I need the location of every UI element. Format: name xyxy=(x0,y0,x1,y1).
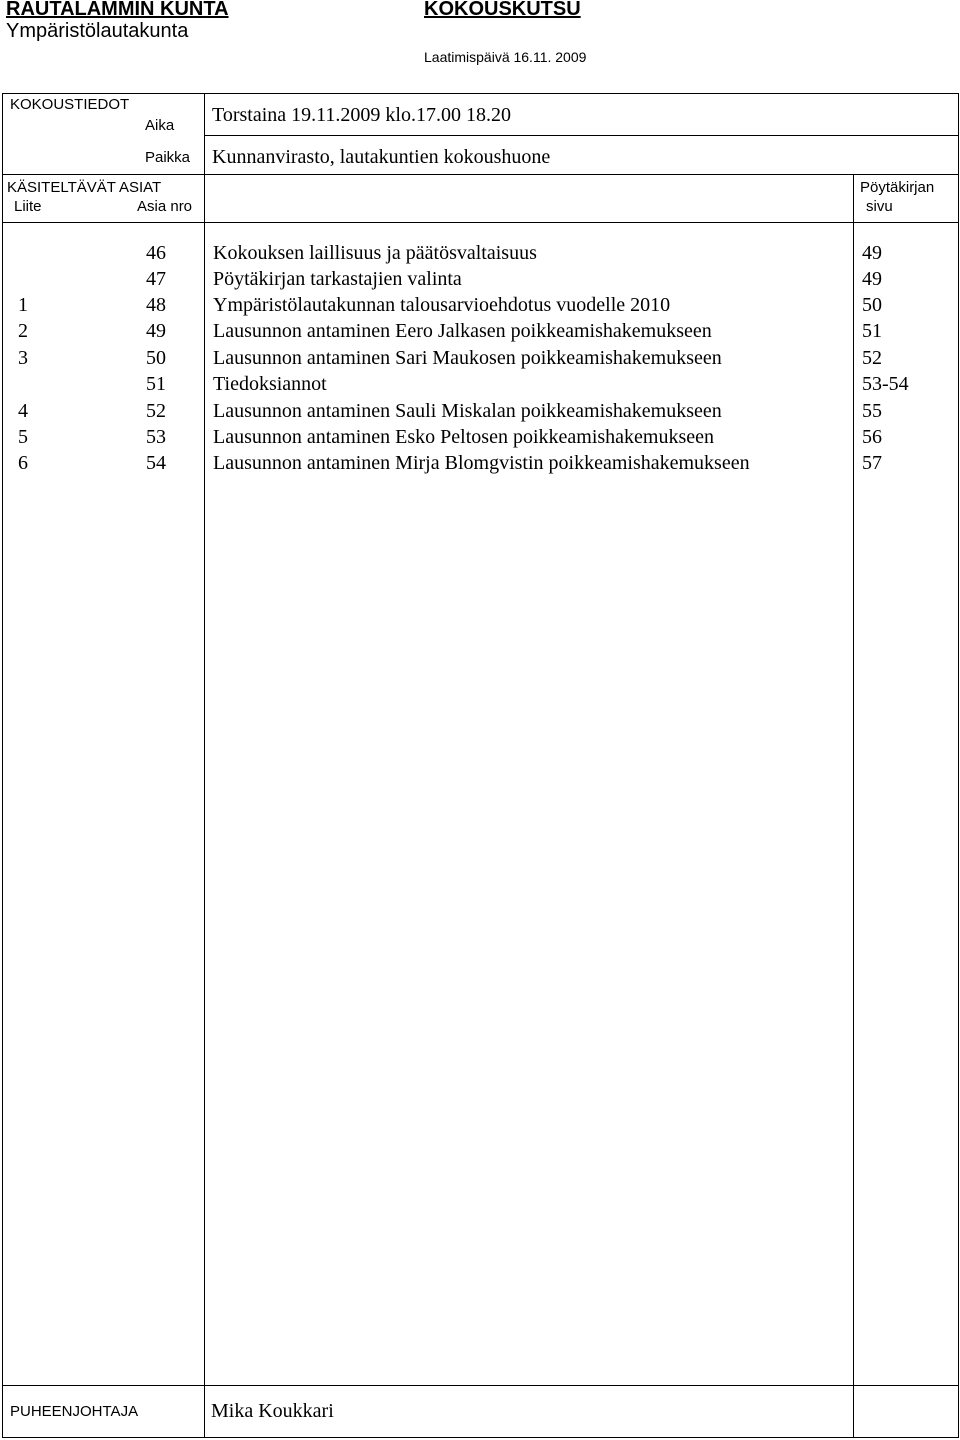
item-page: 57 xyxy=(862,452,882,474)
item-number: 54 xyxy=(146,452,166,474)
item-title: Pöytäkirjan tarkastajien valinta xyxy=(213,268,462,290)
preparation-date: Laatimispäivä 16.11. 2009 xyxy=(424,49,587,65)
item-title: Lausunnon antaminen Esko Peltosen poikkeamishakemukseen xyxy=(213,426,715,448)
row-divider-meta xyxy=(2,174,959,175)
item-attachment: 1 xyxy=(18,294,28,316)
chairperson-label: PUHEENJOHTAJA xyxy=(10,1403,139,1420)
item-number: 51 xyxy=(146,373,166,395)
item-title: Ympäristölautakunnan talousarvioehdotus vuodelle 2010 xyxy=(213,294,671,316)
item-page: 56 xyxy=(862,426,882,448)
item-title: Lausunnon antaminen Mirja Blomgvistin poikkeamishakemukseen xyxy=(213,452,750,474)
item-number: 46 xyxy=(146,242,166,264)
row-divider-aika xyxy=(204,135,959,136)
chairperson-name: Mika Koukkari xyxy=(211,1400,334,1422)
table-border-top xyxy=(2,93,959,94)
agenda-item xyxy=(0,294,960,320)
agenda-item xyxy=(0,373,960,399)
item-number: 49 xyxy=(146,320,166,342)
page-column-label: Pöytäkirjan xyxy=(860,179,935,196)
place-label: Paikka xyxy=(145,149,191,166)
item-page: 49 xyxy=(862,242,882,264)
item-number: 52 xyxy=(146,400,166,422)
item-title: Tiedoksiannot xyxy=(213,373,327,395)
item-attachment: 6 xyxy=(18,452,28,474)
item-number-column-label: Asia nro xyxy=(137,198,193,215)
table-border-bottom xyxy=(2,1437,959,1438)
meeting-time: Torstaina 19.11.2009 klo.17.00 18.20 xyxy=(212,104,511,126)
attachment-column-label: Liite xyxy=(14,198,42,215)
page-column-label-sub: sivu xyxy=(866,198,893,215)
item-page: 55 xyxy=(862,400,882,422)
agenda-item xyxy=(0,426,960,452)
item-page: 53-54 xyxy=(862,373,909,395)
municipality-name: RAUTALAMMIN KUNTA xyxy=(6,0,229,20)
agenda-item xyxy=(0,268,960,294)
meeting-place: Kunnanvirasto, lautakuntien kokoushuone xyxy=(212,146,551,168)
item-number: 47 xyxy=(146,268,166,290)
item-page: 52 xyxy=(862,347,882,369)
time-label: Aika xyxy=(145,117,175,134)
item-attachment: 3 xyxy=(18,347,28,369)
item-page: 51 xyxy=(862,320,882,342)
agenda-item xyxy=(0,242,960,268)
agenda-item xyxy=(0,320,960,346)
agenda-item xyxy=(0,400,960,426)
item-number: 50 xyxy=(146,347,166,369)
document-type: KOKOUSKUTSU xyxy=(424,0,581,20)
item-title: Lausunnon antaminen Sari Maukosen poikkeamishakemukseen xyxy=(213,347,722,369)
item-attachment: 4 xyxy=(18,400,28,422)
item-page: 49 xyxy=(862,268,882,290)
item-number: 48 xyxy=(146,294,166,316)
meeting-info-heading: KOKOUSTIEDOT xyxy=(10,96,130,113)
agenda-item xyxy=(0,452,960,478)
item-title: Kokouksen laillisuus ja päätösvaltaisuus xyxy=(213,242,537,264)
agenda-heading: KÄSITELTÄVÄT ASIAT xyxy=(7,179,162,196)
item-page: 50 xyxy=(862,294,882,316)
agenda-item xyxy=(0,347,960,373)
item-title: Lausunnon antaminen Eero Jalkasen poikkeamishakemukseen xyxy=(213,320,712,342)
item-attachment: 5 xyxy=(18,426,28,448)
row-divider-items-header xyxy=(2,222,959,223)
row-divider-footer xyxy=(2,1385,959,1386)
board-name: Ympäristölautakunta xyxy=(6,20,189,42)
item-title: Lausunnon antaminen Sauli Miskalan poikkeamishakemukseen xyxy=(213,400,722,422)
item-number: 53 xyxy=(146,426,166,448)
item-attachment: 2 xyxy=(18,320,28,342)
